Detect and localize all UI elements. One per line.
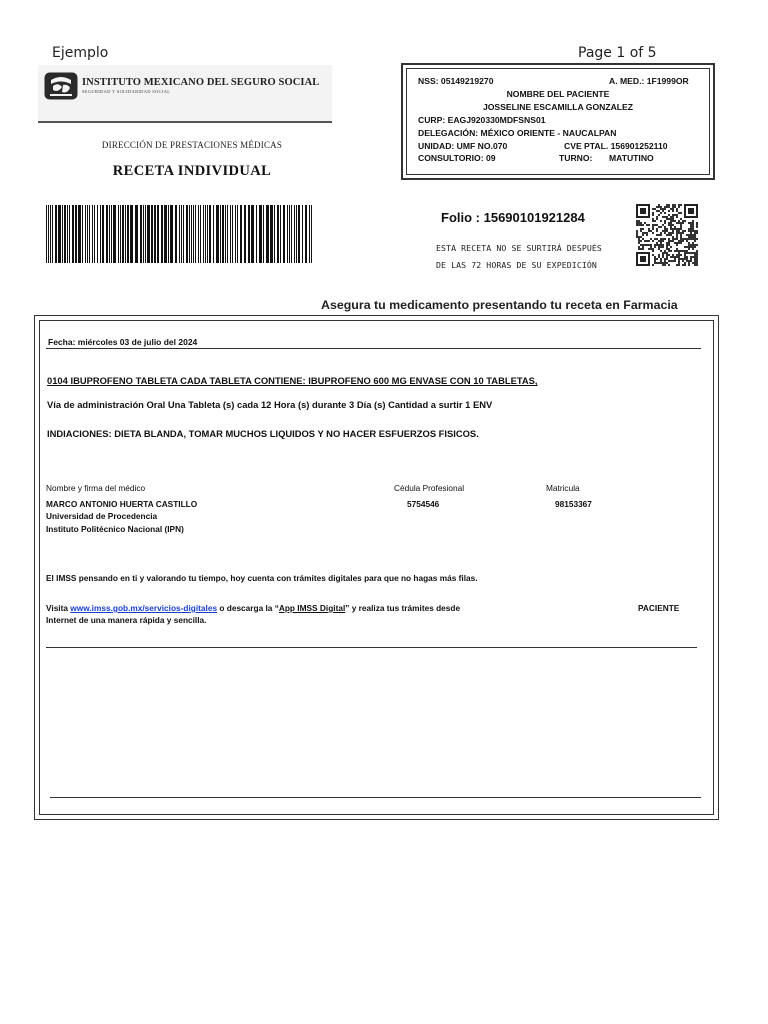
page-number: Page 1 of 5: [578, 45, 657, 61]
patient-turno-label: TURNO:: [559, 153, 593, 163]
patient-cve-ptal: CVE PTAL. 156901252110: [564, 141, 668, 151]
folio: [441, 210, 585, 225]
institution-logo: [38, 65, 332, 123]
cedula-label: Cédula Profesional: [394, 483, 465, 493]
doctor-university: Instituto Politécnico Nacional (IPN): [46, 524, 184, 534]
document-title: RECETA INDIVIDUAL: [112, 163, 272, 179]
visit-mid-text: o descarga la “: [217, 603, 279, 613]
date-divider: [46, 348, 701, 349]
imss-emblem-icon: [44, 72, 78, 100]
digital-services-note: El IMSS pensando en ti y valorando tu tiempo, hoy cuenta con trámites digitales para que no hagas más filas.: [46, 573, 478, 583]
visit-line: [46, 603, 460, 613]
department-name: DIRECCIÓN DE PRESTACIONES MÉDICAS: [101, 140, 283, 150]
patient-unidad: UNIDAD: UMF NO.070: [418, 141, 508, 151]
qr-code-image: [634, 203, 700, 267]
imss-digital-services-link[interactable]: www.imss.gob.mx/servicios-digitales: [70, 603, 218, 613]
copy-recipient-label: PACIENTE: [638, 603, 680, 613]
visit-suffix-text: ” y realiza tus trámites desde: [345, 603, 461, 613]
patient-info-box: [401, 63, 715, 180]
folio-label: Folio :: [441, 210, 484, 225]
cedula-value: 5754546: [407, 499, 440, 509]
visit-line-2: Internet de una manera rápida y sencilla.: [46, 615, 207, 625]
dosage-instructions: Vía de administración Oral Una Tableta (s) cada 12 Hora (s) durante 3 Día (s) Cantidad a surtir 1 ENV: [47, 399, 493, 410]
prescription-date: Fecha: miércoles 03 de julio del 2024: [48, 337, 198, 347]
patient-name: JOSSELINE ESCAMILLA GONZALEZ: [482, 102, 634, 112]
expiry-notice: [436, 240, 602, 274]
patient-consultorio: CONSULTORIO: 09: [418, 153, 496, 163]
notes-divider-top: [46, 647, 697, 648]
institution-name: INSTITUTO MEXICANO DEL SEGURO SOCIAL: [82, 77, 320, 88]
notes-divider-bottom: [50, 797, 701, 798]
patient-a-med: A. MED.: 1F1999OR: [609, 76, 689, 86]
pharmacy-banner: Asegura tu medicamento presentando tu receta en Farmacia: [321, 298, 678, 312]
expiry-line-2: DE LAS 72 HORAS DE SU EXPEDICIÓN: [436, 260, 597, 270]
expiry-line-1: ESTA RECETA NO SE SURTIRÁ DESPUÉS: [436, 243, 602, 253]
patient-delegacion: DELEGACIÓN: MÉXICO ORIENTE - NAUCALPAN: [418, 128, 617, 138]
folio-number: 15690101921284: [483, 210, 585, 225]
doctor-signature-label: Nombre y firma del médico: [46, 483, 146, 493]
patient-curp: CURP: EAGJ920330MDFSNS01: [418, 115, 546, 125]
matricula-label: Matricula: [546, 483, 580, 493]
medication-line: 0104 IBUPROFENO TABLETA CADA TABLETA CONTIENE: IBUPROFENO 600 MG ENVASE CON 10 TABLETAS,: [47, 375, 538, 386]
doctor-name: MARCO ANTONIO HUERTA CASTILLO: [46, 499, 198, 509]
procedencia-label: Universidad de Procedencia: [46, 511, 158, 521]
document-tag: Ejemplo: [52, 45, 109, 61]
patient-name-label: NOMBRE DEL PACIENTE: [506, 89, 610, 99]
prescription-frame-inner: [39, 320, 714, 815]
indications: INDIACIONES: DIETA BLANDA, TOMAR MUCHOS LIQUIDOS Y NO HACER ESFUERZOS FISICOS.: [47, 428, 479, 439]
visit-prefix: Visita: [46, 603, 71, 613]
matricula-value: 98153367: [555, 499, 592, 509]
barcode-image: [46, 205, 316, 263]
institution-tagline: SEGURIDAD Y SOLIDARIDAD SOCIAL: [82, 89, 171, 94]
patient-nss: NSS: 05149219270: [418, 76, 494, 86]
app-imss-digital-link[interactable]: App IMSS Digital: [278, 603, 346, 613]
patient-turno: MATUTINO: [609, 153, 654, 163]
